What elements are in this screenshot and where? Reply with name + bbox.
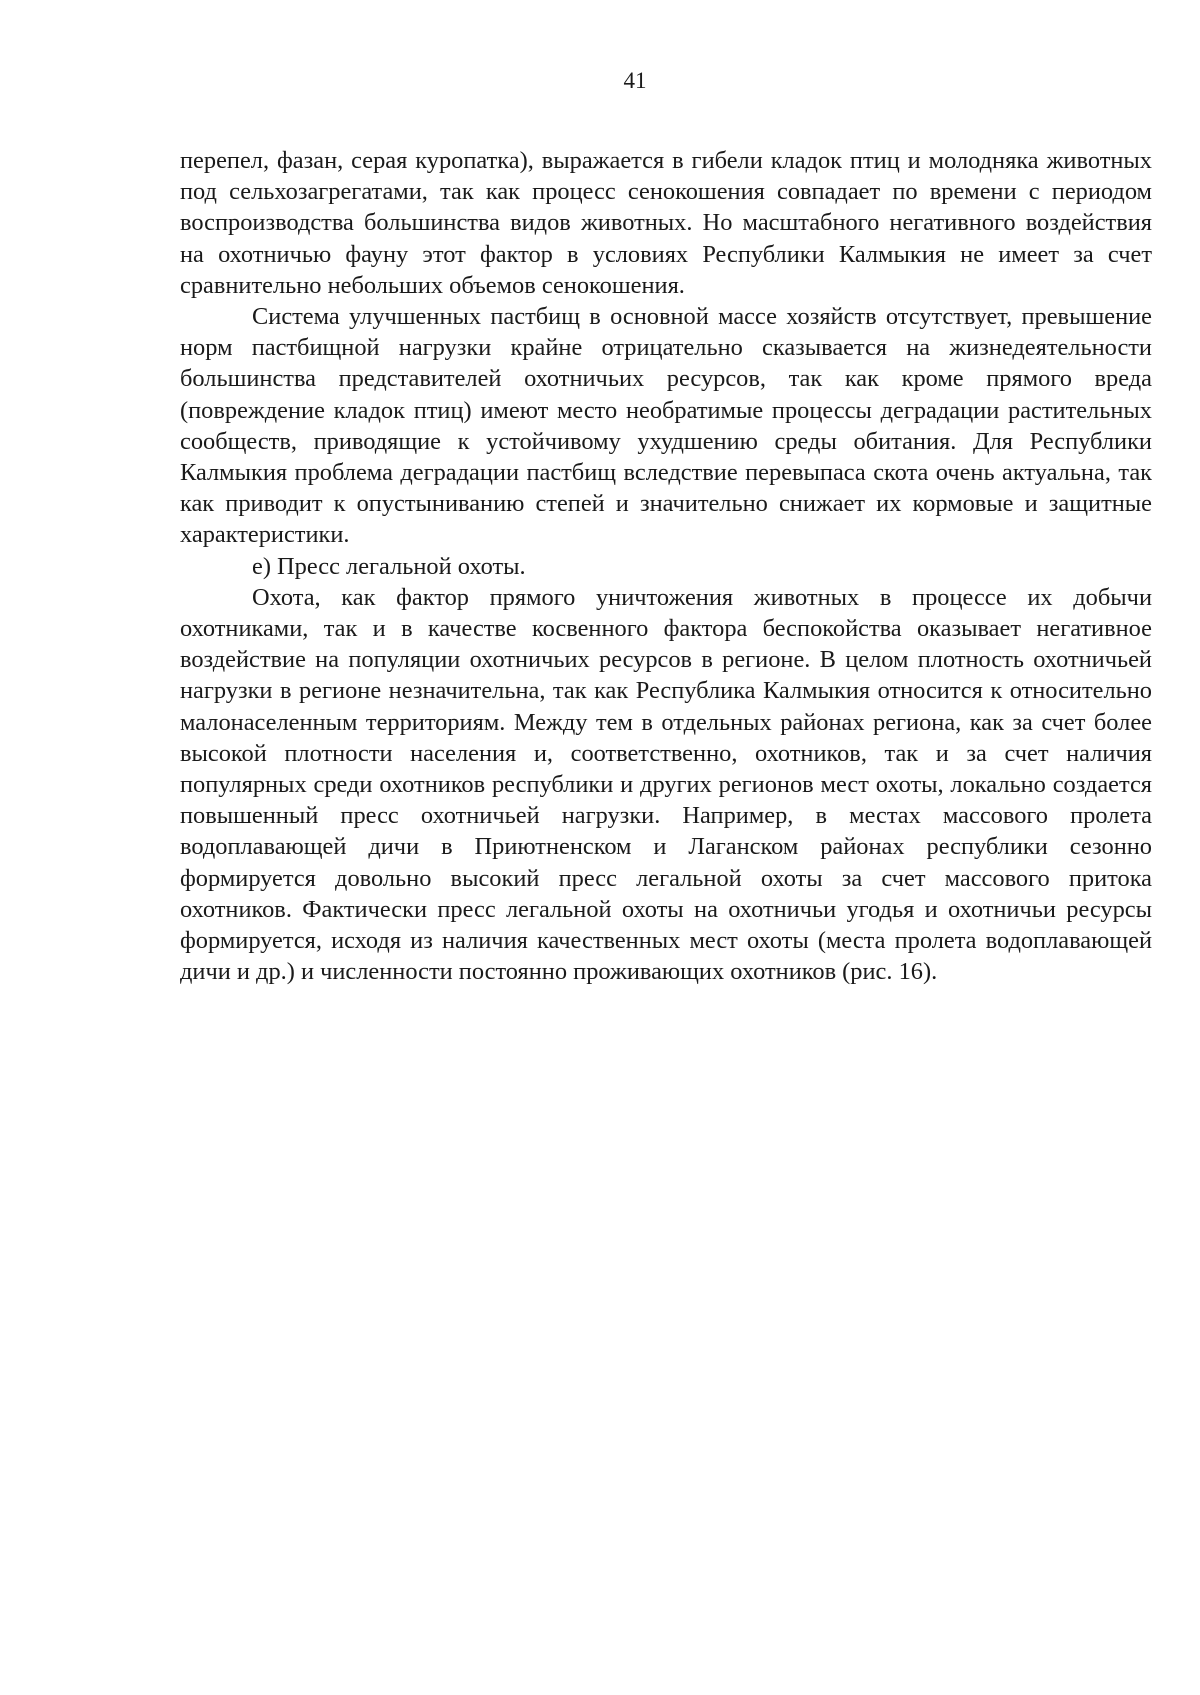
document-body (180, 145, 1152, 987)
paragraph-continuation: перепел, фазан, серая куропатка), выражается в гибели кладок птиц и молодняка животных под сельхозагрегатами, так как процесс сенокошения совпадает по времени с периодом воспроизводства большинства видов животных. Но масштабного негативного воздействия на охотничью фауну этот фактор в условиях Республики Калмыкия не имеет за счет сравнительно небольших объемов сенокошения. (180, 147, 1152, 299)
section-heading-legal-hunting: е) Пресс легальной охоты. (252, 552, 526, 580)
page-number: 41 (623, 68, 647, 93)
paragraph-pastures: Система улучшенных пастбищ в основной массе хозяйств отсутствует, превышение норм пастбищной нагрузки крайне отрицательно сказывается на жизнедеятельности большинства представителей охотничьих ресурсов, так как кроме прямого вреда (повреждение кладок птиц) имеют место необратимые процессы деградации растительных сообществ, приводящие к устойчивому ухудшению среды обитания. Для Республики Калмыкия проблема деградации пастбищ вследствие перевыпаса скота очень актуальна, так как приводит к опустыниванию степей и значительно снижает их кормовые и защитные характеристики. (180, 303, 1152, 549)
paragraph-hunting: Охота, как фактор прямого уничтожения животных в процессе их добычи охотниками, так и в качестве косвенного фактора беспокойства оказывает негативное воздействие на популяции охотничьих ресурсов в регионе. В целом плотность охотничьей нагрузки в регионе незначительна, так как Республика Калмыкия относится к относительно малонаселенным территориям. Между тем в отдельных районах региона, как за счет более высокой плотности населения и, соответственно, охотников, так и за счет наличия популярных среди охотников республики и других регионов мест охоты, локально создается повышенный пресс охотничьей нагрузки. Например, в местах массового пролета водоплавающей дичи в Приютненском и Лаганском районах республики сезонно формируется довольно высокий пресс легальной охоты за счет массового притока охотников. Фактически пресс легальной охоты на охотничьи угодья и охотничьи ресурсы формируется, исходя из наличия качественных мест охоты (места пролета водоплавающей дичи и др.) и численности постоянно проживающих охотников (рис. 16). (180, 583, 1152, 986)
